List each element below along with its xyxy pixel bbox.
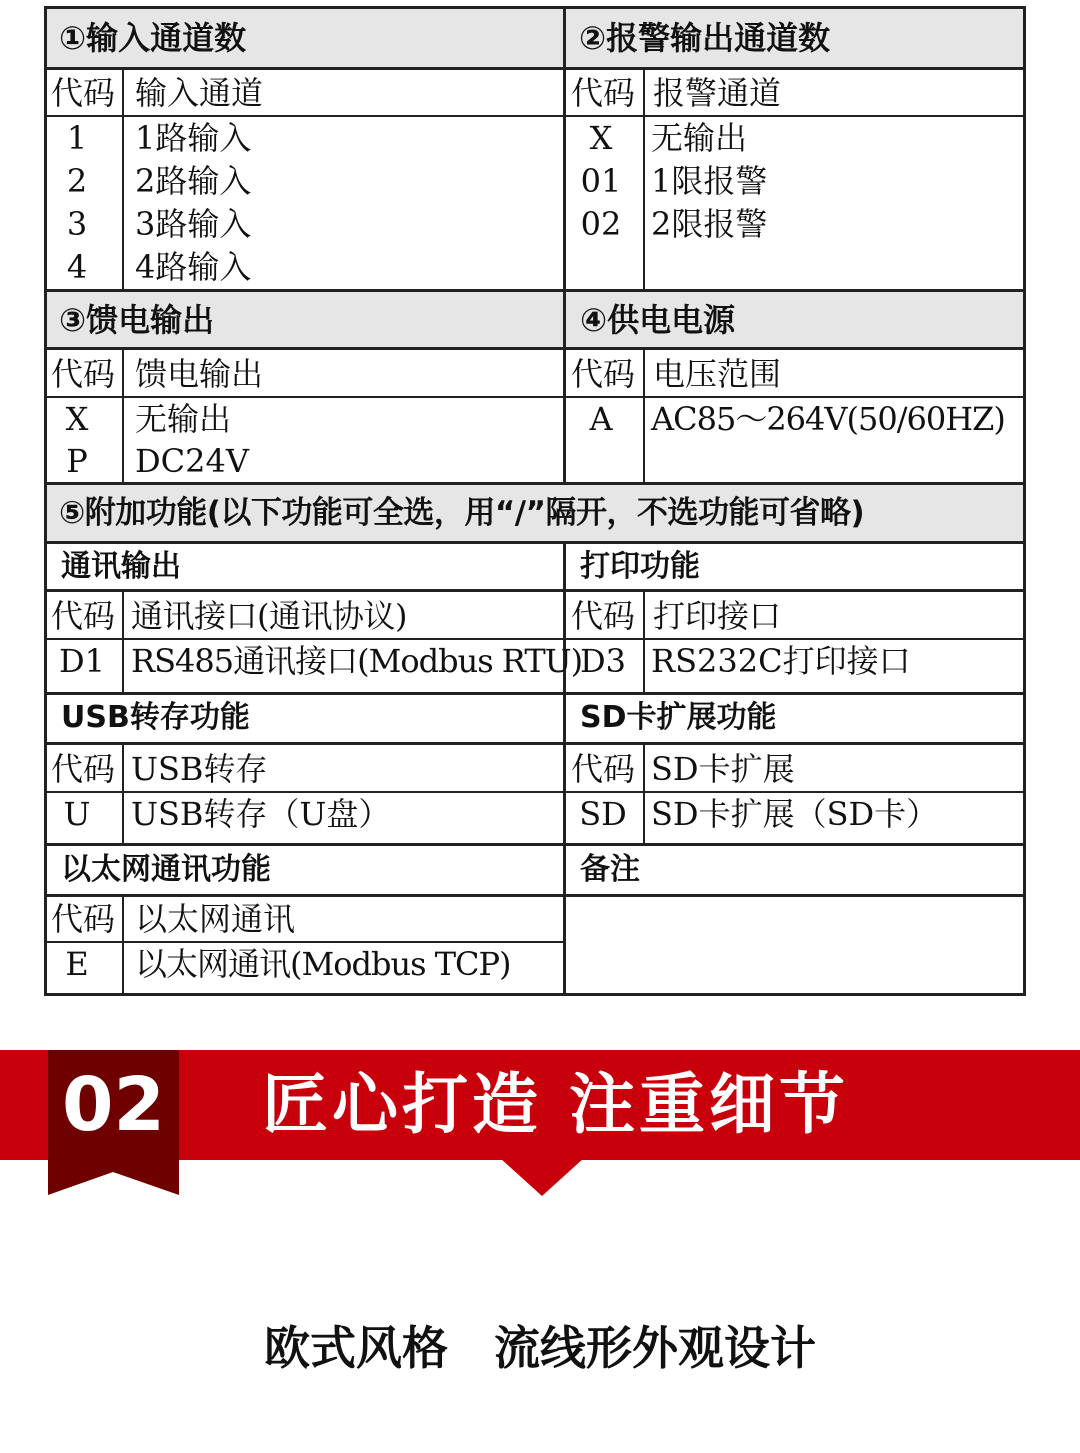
s2-code-1: X — [589, 119, 613, 157]
s3-code-2: P — [66, 442, 88, 480]
col-header-feed-output: 馈电输出 — [135, 355, 264, 393]
col-header-code: 代码 — [571, 597, 636, 635]
s3-desc-2: DC24V — [135, 442, 249, 480]
spec-table — [44, 6, 1026, 996]
s2-desc-1: 无输出 — [651, 119, 748, 157]
sd-desc-1: SD卡扩展（SD卡） — [651, 795, 939, 833]
col-header-code: 代码 — [51, 750, 116, 788]
print-code-1: D3 — [579, 642, 626, 680]
s1-desc-3: 3路输入 — [135, 205, 252, 243]
s3-code-1: X — [65, 400, 89, 438]
sub-header-comm-output: 通讯输出 — [47, 544, 563, 592]
section-header-alarm-channels: ②报警输出通道数 — [565, 9, 1023, 70]
eth-desc-1: 以太网通讯(Modbus TCP) — [135, 945, 511, 983]
s2-desc-2: 1限报警 — [651, 162, 768, 200]
section-header-input-channels: ①输入通道数 — [47, 9, 565, 70]
sub-header-print-function: 打印功能 — [566, 544, 1023, 592]
s4-desc-1: AC85～264V(50/60HZ) — [651, 400, 1005, 438]
usb-desc-1: USB转存（U盘） — [131, 795, 391, 833]
s1-desc-1: 1路输入 — [135, 119, 252, 157]
s1-code-2: 2 — [66, 162, 88, 200]
col-header-code: 代码 — [571, 74, 636, 112]
banner-pointer — [500, 1158, 584, 1198]
s1-desc-2: 2路输入 — [135, 162, 252, 200]
s1-code-3: 3 — [66, 205, 88, 243]
col-header-comm-interface: 通讯接口(通讯协议) — [131, 597, 407, 635]
sub-header-usb-storage: USB转存功能 — [47, 695, 563, 745]
s1-desc-4: 4路输入 — [135, 248, 252, 286]
col-header-ethernet: 以太网通讯 — [135, 900, 296, 938]
col-header-code: 代码 — [51, 597, 116, 635]
s1-code-1: 1 — [66, 119, 88, 157]
section-header-power-supply: ④供电电源 — [566, 292, 1023, 350]
sub-header-remarks: 备注 — [566, 846, 1023, 897]
sd-code-1: SD — [579, 795, 627, 833]
comm-desc-1: RS485通讯接口(Modbus RTU) — [131, 642, 583, 680]
col-header-code: 代码 — [571, 355, 636, 393]
section-number: 02 — [62, 1062, 165, 1148]
col-header-code: 代码 — [51, 74, 116, 112]
tagline: 欧式风格 流线形外观设计 — [264, 1321, 816, 1375]
s1-code-4: 4 — [66, 248, 88, 286]
eth-code-1: E — [65, 945, 89, 983]
comm-code-1: D1 — [58, 642, 105, 680]
print-desc-1: RS232C打印接口 — [651, 642, 911, 680]
sub-header-sd-extension: SD卡扩展功能 — [566, 695, 1023, 745]
col-header-voltage-range: 电压范围 — [653, 355, 782, 393]
usb-code-1: U — [63, 795, 91, 833]
col-header-print-interface: 打印接口 — [653, 597, 782, 635]
s2-desc-3: 2限报警 — [651, 205, 768, 243]
col-header-input-channel: 输入通道 — [135, 74, 264, 112]
col-header-usb-storage: USB转存 — [131, 750, 268, 788]
col-header-sd-extension: SD卡扩展 — [651, 750, 795, 788]
s2-code-2: 01 — [580, 162, 622, 200]
col-header-code: 代码 — [51, 900, 116, 938]
col-header-code: 代码 — [571, 750, 636, 788]
s2-code-3: 02 — [580, 205, 622, 243]
s4-code-1: A — [589, 400, 613, 438]
col-header-code: 代码 — [51, 355, 116, 393]
s3-desc-1: 无输出 — [135, 400, 232, 438]
section-header-feed-output: ③馈电输出 — [47, 292, 563, 350]
section-header-additional-functions: ⑤附加功能(以下功能可全选，用“/”隔开，不选功能可省略) — [47, 485, 1023, 544]
banner-title: 匠心打造 注重细节 — [262, 1066, 849, 1143]
col-header-alarm-channel: 报警通道 — [653, 74, 782, 112]
sub-header-ethernet: 以太网通讯功能 — [47, 846, 563, 897]
